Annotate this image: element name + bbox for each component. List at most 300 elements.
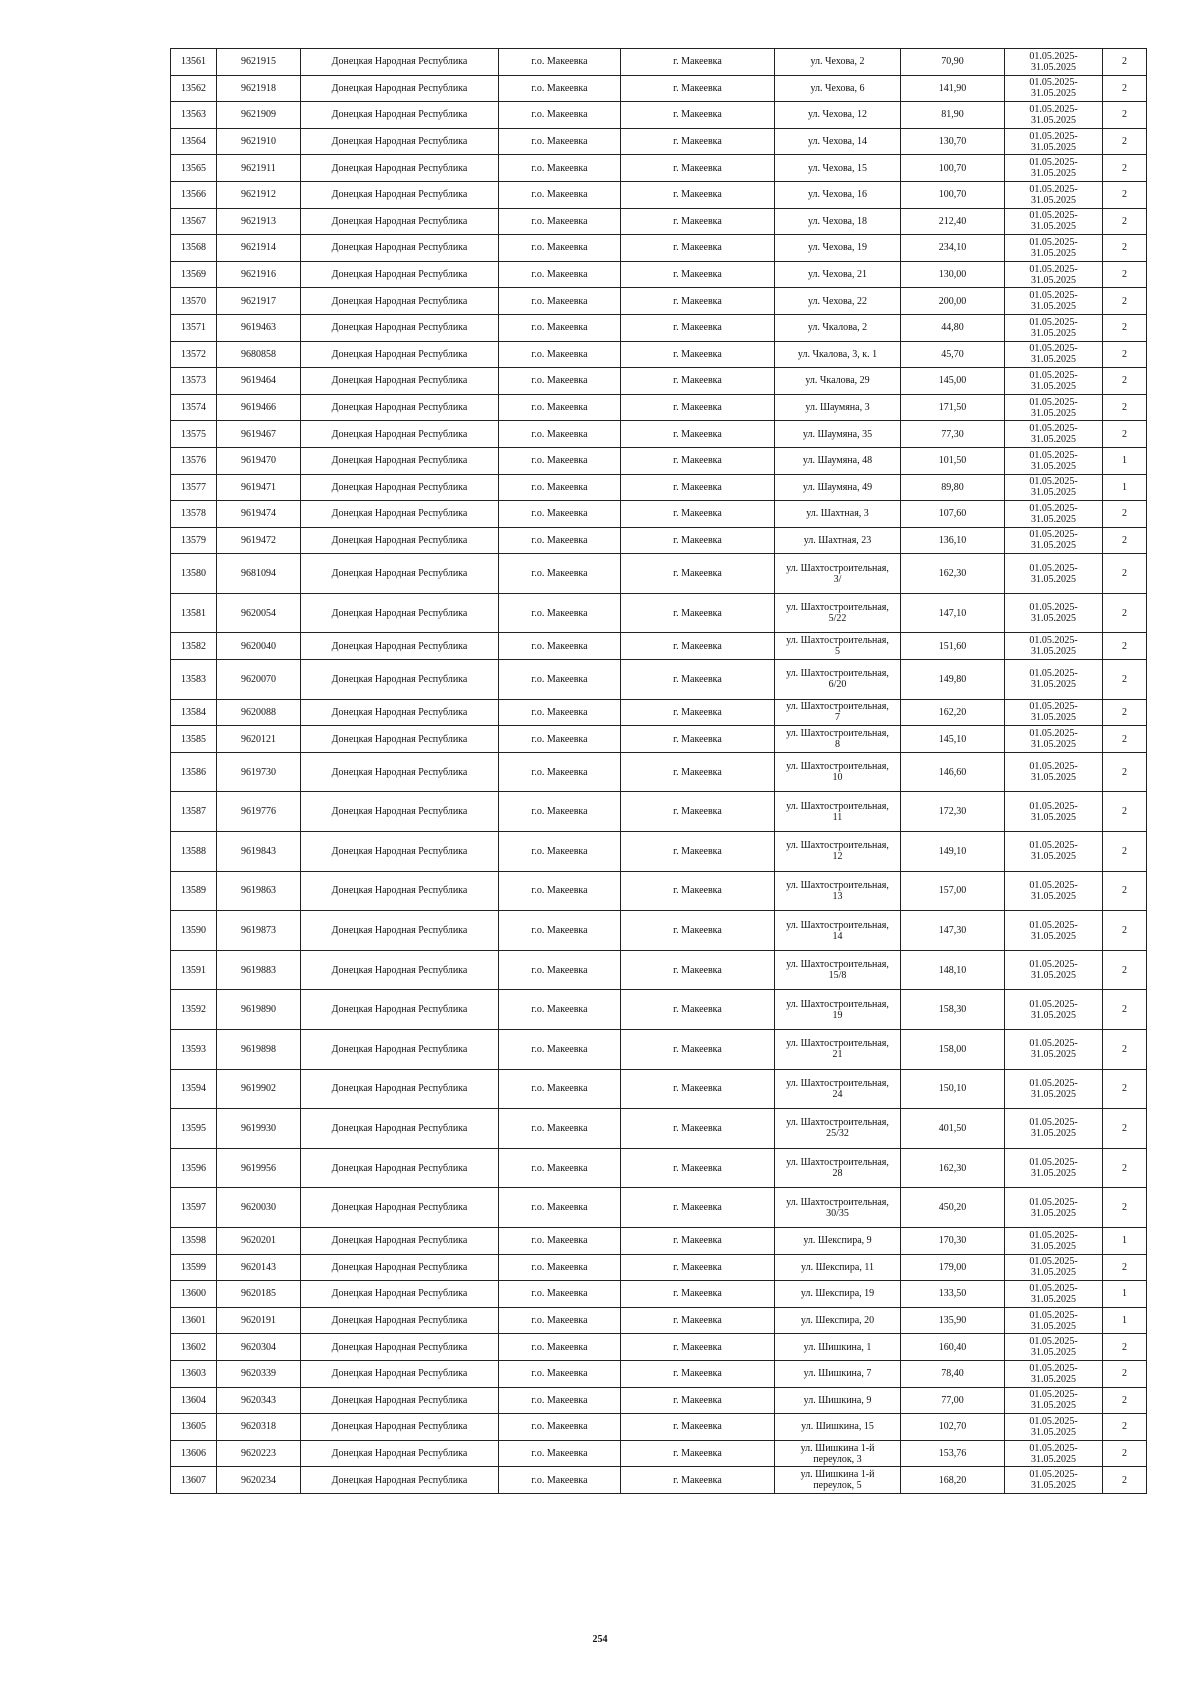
region-cell: Донецкая Народная Республика	[301, 752, 499, 792]
area-cell: 153,76	[901, 1440, 1005, 1467]
address-cell: ул. Чкалова, 3, к. 1	[775, 341, 901, 368]
count-cell: 1	[1103, 474, 1147, 501]
district-cell: г.о. Макеевка	[499, 102, 621, 129]
table-row	[171, 1467, 1147, 1494]
object-code-cell: 9620040	[217, 633, 301, 660]
period-cell: 01.05.2025- 31.05.2025	[1005, 990, 1103, 1030]
period-cell: 01.05.2025- 31.05.2025	[1005, 950, 1103, 990]
count-cell: 2	[1103, 593, 1147, 633]
region-cell: Донецкая Народная Республика	[301, 341, 499, 368]
period-cell: 01.05.2025- 31.05.2025	[1005, 1069, 1103, 1109]
table-row	[171, 235, 1147, 262]
count-cell: 2	[1103, 181, 1147, 208]
object-code-cell: 9620054	[217, 593, 301, 633]
object-code-cell: 9621918	[217, 75, 301, 102]
row-number-cell: 13580	[171, 554, 217, 594]
table-row	[171, 950, 1147, 990]
city-cell: г. Макеевка	[621, 1030, 775, 1070]
row-number-cell: 13588	[171, 832, 217, 872]
row-number-cell: 13595	[171, 1109, 217, 1149]
row-number-cell: 13568	[171, 235, 217, 262]
region-cell: Донецкая Народная Республика	[301, 261, 499, 288]
table-row	[171, 1334, 1147, 1361]
table-row	[171, 1281, 1147, 1308]
row-number-cell: 13569	[171, 261, 217, 288]
period-cell: 01.05.2025- 31.05.2025	[1005, 699, 1103, 726]
row-number-cell: 13607	[171, 1467, 217, 1494]
district-cell: г.о. Макеевка	[499, 288, 621, 315]
row-number-cell: 13573	[171, 368, 217, 395]
region-cell: Донецкая Народная Республика	[301, 1069, 499, 1109]
address-cell: ул. Чехова, 12	[775, 102, 901, 129]
table-row	[171, 261, 1147, 288]
object-code-cell: 9620088	[217, 699, 301, 726]
table-row	[171, 181, 1147, 208]
address-cell: ул. Шахтостроительная, 5/22	[775, 593, 901, 633]
city-cell: г. Макеевка	[621, 288, 775, 315]
row-number-cell: 13564	[171, 128, 217, 155]
city-cell: г. Макеевка	[621, 871, 775, 911]
area-cell: 162,30	[901, 1148, 1005, 1188]
address-cell: ул. Шишкина, 9	[775, 1387, 901, 1414]
table-row	[171, 341, 1147, 368]
count-cell: 2	[1103, 1148, 1147, 1188]
address-cell: ул. Шишкина, 15	[775, 1414, 901, 1441]
row-number-cell: 13601	[171, 1307, 217, 1334]
period-cell: 01.05.2025- 31.05.2025	[1005, 1387, 1103, 1414]
area-cell: 157,00	[901, 871, 1005, 911]
period-cell: 01.05.2025- 31.05.2025	[1005, 911, 1103, 951]
count-cell: 2	[1103, 421, 1147, 448]
region-cell: Донецкая Народная Республика	[301, 792, 499, 832]
object-code-cell: 9621914	[217, 235, 301, 262]
area-cell: 149,10	[901, 832, 1005, 872]
address-cell: ул. Шаумяна, 49	[775, 474, 901, 501]
count-cell: 1	[1103, 1227, 1147, 1254]
district-cell: г.о. Макеевка	[499, 832, 621, 872]
area-cell: 149,80	[901, 660, 1005, 700]
period-cell: 01.05.2025- 31.05.2025	[1005, 1030, 1103, 1070]
city-cell: г. Макеевка	[621, 394, 775, 421]
address-cell: ул. Шишкина, 1	[775, 1334, 901, 1361]
period-cell: 01.05.2025- 31.05.2025	[1005, 181, 1103, 208]
object-code-cell: 9620343	[217, 1387, 301, 1414]
district-cell: г.о. Макеевка	[499, 368, 621, 395]
count-cell: 2	[1103, 1414, 1147, 1441]
table-row	[171, 501, 1147, 528]
object-code-cell: 9681094	[217, 554, 301, 594]
address-cell: ул. Шахтостроительная, 8	[775, 726, 901, 753]
row-number-cell: 13594	[171, 1069, 217, 1109]
period-cell: 01.05.2025- 31.05.2025	[1005, 527, 1103, 554]
period-cell: 01.05.2025- 31.05.2025	[1005, 102, 1103, 129]
period-cell: 01.05.2025- 31.05.2025	[1005, 1334, 1103, 1361]
city-cell: г. Макеевка	[621, 660, 775, 700]
address-cell: ул. Шахтостроительная, 19	[775, 990, 901, 1030]
table-row	[171, 726, 1147, 753]
area-cell: 172,30	[901, 792, 1005, 832]
district-cell: г.о. Макеевка	[499, 1030, 621, 1070]
area-cell: 45,70	[901, 341, 1005, 368]
count-cell: 2	[1103, 49, 1147, 76]
count-cell: 2	[1103, 261, 1147, 288]
object-code-cell: 9621917	[217, 288, 301, 315]
row-number-cell: 13605	[171, 1414, 217, 1441]
object-code-cell: 9621911	[217, 155, 301, 182]
district-cell: г.о. Макеевка	[499, 1334, 621, 1361]
address-cell: ул. Шишкина, 7	[775, 1360, 901, 1387]
area-cell: 81,90	[901, 102, 1005, 129]
area-cell: 141,90	[901, 75, 1005, 102]
region-cell: Донецкая Народная Республика	[301, 871, 499, 911]
row-number-cell: 13582	[171, 633, 217, 660]
table-row	[171, 1148, 1147, 1188]
region-cell: Донецкая Народная Республика	[301, 1281, 499, 1308]
city-cell: г. Макеевка	[621, 527, 775, 554]
object-code-cell: 9619472	[217, 527, 301, 554]
row-number-cell: 13590	[171, 911, 217, 951]
table-row	[171, 699, 1147, 726]
count-cell: 1	[1103, 447, 1147, 474]
row-number-cell: 13596	[171, 1148, 217, 1188]
address-cell: ул. Шахтостроительная, 10	[775, 752, 901, 792]
area-cell: 145,10	[901, 726, 1005, 753]
period-cell: 01.05.2025- 31.05.2025	[1005, 792, 1103, 832]
address-cell: ул. Шахтостроительная, 21	[775, 1030, 901, 1070]
count-cell: 2	[1103, 314, 1147, 341]
period-cell: 01.05.2025- 31.05.2025	[1005, 235, 1103, 262]
object-code-cell: 9619883	[217, 950, 301, 990]
count-cell: 2	[1103, 341, 1147, 368]
row-number-cell: 13576	[171, 447, 217, 474]
period-cell: 01.05.2025- 31.05.2025	[1005, 1227, 1103, 1254]
count-cell: 2	[1103, 75, 1147, 102]
address-cell: ул. Чехова, 19	[775, 235, 901, 262]
district-cell: г.о. Макеевка	[499, 726, 621, 753]
address-cell: ул. Шахтостроительная, 30/35	[775, 1188, 901, 1228]
row-number-cell: 13565	[171, 155, 217, 182]
table-row	[171, 792, 1147, 832]
period-cell: 01.05.2025- 31.05.2025	[1005, 368, 1103, 395]
period-cell: 01.05.2025- 31.05.2025	[1005, 593, 1103, 633]
count-cell: 2	[1103, 792, 1147, 832]
count-cell: 2	[1103, 752, 1147, 792]
district-cell: г.о. Макеевка	[499, 341, 621, 368]
area-cell: 212,40	[901, 208, 1005, 235]
city-cell: г. Макеевка	[621, 49, 775, 76]
count-cell: 2	[1103, 871, 1147, 911]
period-cell: 01.05.2025- 31.05.2025	[1005, 554, 1103, 594]
city-cell: г. Макеевка	[621, 155, 775, 182]
count-cell: 2	[1103, 1440, 1147, 1467]
table-row	[171, 660, 1147, 700]
address-cell: ул. Шахтостроительная, 24	[775, 1069, 901, 1109]
region-cell: Донецкая Народная Республика	[301, 235, 499, 262]
count-cell: 2	[1103, 394, 1147, 421]
table-row	[171, 554, 1147, 594]
district-cell: г.о. Макеевка	[499, 447, 621, 474]
address-cell: ул. Шахтостроительная, 6/20	[775, 660, 901, 700]
row-number-cell: 13597	[171, 1188, 217, 1228]
address-cell: ул. Шаумяна, 48	[775, 447, 901, 474]
period-cell: 01.05.2025- 31.05.2025	[1005, 1307, 1103, 1334]
city-cell: г. Макеевка	[621, 1254, 775, 1281]
address-cell: ул. Шекспира, 9	[775, 1227, 901, 1254]
row-number-cell: 13562	[171, 75, 217, 102]
region-cell: Донецкая Народная Республика	[301, 990, 499, 1030]
page-number: 254	[592, 1634, 608, 1645]
city-cell: г. Макеевка	[621, 1440, 775, 1467]
table-row	[171, 527, 1147, 554]
district-cell: г.о. Макеевка	[499, 1440, 621, 1467]
city-cell: г. Макеевка	[621, 314, 775, 341]
address-cell: ул. Чехова, 21	[775, 261, 901, 288]
area-cell: 100,70	[901, 181, 1005, 208]
area-cell: 170,30	[901, 1227, 1005, 1254]
city-cell: г. Макеевка	[621, 102, 775, 129]
area-cell: 401,50	[901, 1109, 1005, 1149]
object-code-cell: 9619956	[217, 1148, 301, 1188]
row-number-cell: 13571	[171, 314, 217, 341]
region-cell: Донецкая Народная Республика	[301, 1254, 499, 1281]
district-cell: г.о. Макеевка	[499, 1227, 621, 1254]
object-code-cell: 9621915	[217, 49, 301, 76]
table-row	[171, 911, 1147, 951]
city-cell: г. Макеевка	[621, 1148, 775, 1188]
district-cell: г.о. Макеевка	[499, 660, 621, 700]
table-row	[171, 75, 1147, 102]
city-cell: г. Макеевка	[621, 1109, 775, 1149]
period-cell: 01.05.2025- 31.05.2025	[1005, 1467, 1103, 1494]
count-cell: 2	[1103, 554, 1147, 594]
area-cell: 89,80	[901, 474, 1005, 501]
table-row	[171, 394, 1147, 421]
row-number-cell: 13602	[171, 1334, 217, 1361]
table-row	[171, 128, 1147, 155]
object-code-cell: 9619464	[217, 368, 301, 395]
row-number-cell: 13572	[171, 341, 217, 368]
city-cell: г. Макеевка	[621, 990, 775, 1030]
count-cell: 2	[1103, 990, 1147, 1030]
row-number-cell: 13585	[171, 726, 217, 753]
area-cell: 135,90	[901, 1307, 1005, 1334]
address-cell: ул. Шахтостроительная, 15/8	[775, 950, 901, 990]
area-cell: 78,40	[901, 1360, 1005, 1387]
district-cell: г.о. Макеевка	[499, 699, 621, 726]
address-cell: ул. Чехова, 2	[775, 49, 901, 76]
area-cell: 200,00	[901, 288, 1005, 315]
object-code-cell: 9620234	[217, 1467, 301, 1494]
district-cell: г.о. Макеевка	[499, 474, 621, 501]
row-number-cell: 13591	[171, 950, 217, 990]
area-cell: 102,70	[901, 1414, 1005, 1441]
object-code-cell: 9619467	[217, 421, 301, 448]
object-code-cell: 9619890	[217, 990, 301, 1030]
row-number-cell: 13575	[171, 421, 217, 448]
table-row	[171, 1188, 1147, 1228]
district-cell: г.о. Макеевка	[499, 1281, 621, 1308]
count-cell: 2	[1103, 1109, 1147, 1149]
area-cell: 150,10	[901, 1069, 1005, 1109]
period-cell: 01.05.2025- 31.05.2025	[1005, 660, 1103, 700]
region-cell: Донецкая Народная Республика	[301, 102, 499, 129]
period-cell: 01.05.2025- 31.05.2025	[1005, 1440, 1103, 1467]
table-row	[171, 1387, 1147, 1414]
district-cell: г.о. Макеевка	[499, 1414, 621, 1441]
object-code-cell: 9621916	[217, 261, 301, 288]
city-cell: г. Макеевка	[621, 474, 775, 501]
region-cell: Донецкая Народная Республика	[301, 394, 499, 421]
district-cell: г.о. Макеевка	[499, 554, 621, 594]
count-cell: 2	[1103, 501, 1147, 528]
table-row	[171, 1414, 1147, 1441]
object-code-cell: 9621913	[217, 208, 301, 235]
area-cell: 146,60	[901, 752, 1005, 792]
count-cell: 2	[1103, 235, 1147, 262]
row-number-cell: 13606	[171, 1440, 217, 1467]
count-cell: 2	[1103, 699, 1147, 726]
address-cell: ул. Чехова, 22	[775, 288, 901, 315]
area-cell: 130,70	[901, 128, 1005, 155]
address-cell: ул. Шахтная, 23	[775, 527, 901, 554]
period-cell: 01.05.2025- 31.05.2025	[1005, 1414, 1103, 1441]
city-cell: г. Макеевка	[621, 501, 775, 528]
region-cell: Донецкая Народная Республика	[301, 181, 499, 208]
period-cell: 01.05.2025- 31.05.2025	[1005, 871, 1103, 911]
district-cell: г.о. Макеевка	[499, 1109, 621, 1149]
row-number-cell: 13593	[171, 1030, 217, 1070]
city-cell: г. Макеевка	[621, 554, 775, 594]
region-cell: Донецкая Народная Республика	[301, 49, 499, 76]
district-cell: г.о. Макеевка	[499, 1148, 621, 1188]
table-row	[171, 1254, 1147, 1281]
area-cell: 147,10	[901, 593, 1005, 633]
period-cell: 01.05.2025- 31.05.2025	[1005, 832, 1103, 872]
period-cell: 01.05.2025- 31.05.2025	[1005, 1148, 1103, 1188]
address-cell: ул. Шекспира, 11	[775, 1254, 901, 1281]
city-cell: г. Макеевка	[621, 447, 775, 474]
object-code-cell: 9619466	[217, 394, 301, 421]
region-cell: Донецкая Народная Республика	[301, 1188, 499, 1228]
row-number-cell: 13603	[171, 1360, 217, 1387]
region-cell: Донецкая Народная Республика	[301, 1334, 499, 1361]
city-cell: г. Макеевка	[621, 792, 775, 832]
row-number-cell: 13592	[171, 990, 217, 1030]
area-cell: 179,00	[901, 1254, 1005, 1281]
table-row	[171, 421, 1147, 448]
district-cell: г.о. Макеевка	[499, 314, 621, 341]
count-cell: 2	[1103, 1334, 1147, 1361]
district-cell: г.о. Макеевка	[499, 128, 621, 155]
address-cell: ул. Шишкина 1-й переулок, 5	[775, 1467, 901, 1494]
area-cell: 145,00	[901, 368, 1005, 395]
city-cell: г. Макеевка	[621, 1227, 775, 1254]
address-cell: ул. Чехова, 16	[775, 181, 901, 208]
row-number-cell: 13578	[171, 501, 217, 528]
period-cell: 01.05.2025- 31.05.2025	[1005, 75, 1103, 102]
district-cell: г.о. Макеевка	[499, 1254, 621, 1281]
city-cell: г. Макеевка	[621, 75, 775, 102]
period-cell: 01.05.2025- 31.05.2025	[1005, 421, 1103, 448]
area-cell: 77,30	[901, 421, 1005, 448]
table-row	[171, 102, 1147, 129]
count-cell: 2	[1103, 527, 1147, 554]
table-row	[171, 368, 1147, 395]
table-row	[171, 1440, 1147, 1467]
area-cell: 148,10	[901, 950, 1005, 990]
period-cell: 01.05.2025- 31.05.2025	[1005, 1360, 1103, 1387]
object-code-cell: 9621910	[217, 128, 301, 155]
period-cell: 01.05.2025- 31.05.2025	[1005, 447, 1103, 474]
region-cell: Донецкая Народная Республика	[301, 368, 499, 395]
object-code-cell: 9620339	[217, 1360, 301, 1387]
address-cell: ул. Чехова, 15	[775, 155, 901, 182]
count-cell: 2	[1103, 1254, 1147, 1281]
object-code-cell: 9621912	[217, 181, 301, 208]
object-code-cell: 9619470	[217, 447, 301, 474]
count-cell: 2	[1103, 208, 1147, 235]
object-code-cell: 9620143	[217, 1254, 301, 1281]
region-cell: Донецкая Народная Республика	[301, 1109, 499, 1149]
period-cell: 01.05.2025- 31.05.2025	[1005, 633, 1103, 660]
district-cell: г.о. Макеевка	[499, 155, 621, 182]
table-row	[171, 1360, 1147, 1387]
period-cell: 01.05.2025- 31.05.2025	[1005, 314, 1103, 341]
table-row	[171, 314, 1147, 341]
count-cell: 1	[1103, 1281, 1147, 1308]
address-cell: ул. Шахтостроительная, 28	[775, 1148, 901, 1188]
row-number-cell: 13570	[171, 288, 217, 315]
table-row	[171, 1069, 1147, 1109]
period-cell: 01.05.2025- 31.05.2025	[1005, 1254, 1103, 1281]
period-cell: 01.05.2025- 31.05.2025	[1005, 208, 1103, 235]
area-cell: 136,10	[901, 527, 1005, 554]
city-cell: г. Макеевка	[621, 1414, 775, 1441]
row-number-cell: 13587	[171, 792, 217, 832]
district-cell: г.о. Макеевка	[499, 593, 621, 633]
period-cell: 01.05.2025- 31.05.2025	[1005, 726, 1103, 753]
table-row	[171, 633, 1147, 660]
district-cell: г.о. Макеевка	[499, 871, 621, 911]
region-cell: Донецкая Народная Республика	[301, 501, 499, 528]
table-row	[171, 155, 1147, 182]
object-code-cell: 9621909	[217, 102, 301, 129]
city-cell: г. Макеевка	[621, 235, 775, 262]
region-cell: Донецкая Народная Республика	[301, 554, 499, 594]
city-cell: г. Макеевка	[621, 1360, 775, 1387]
area-cell: 171,50	[901, 394, 1005, 421]
area-cell: 147,30	[901, 911, 1005, 951]
table-row	[171, 752, 1147, 792]
period-cell: 01.05.2025- 31.05.2025	[1005, 752, 1103, 792]
address-cell: ул. Шахтостроительная, 11	[775, 792, 901, 832]
region-cell: Донецкая Народная Республика	[301, 1360, 499, 1387]
city-cell: г. Макеевка	[621, 368, 775, 395]
table-row	[171, 447, 1147, 474]
registry-table	[170, 48, 1147, 1494]
object-code-cell: 9619463	[217, 314, 301, 341]
city-cell: г. Макеевка	[621, 950, 775, 990]
area-cell: 158,30	[901, 990, 1005, 1030]
region-cell: Донецкая Народная Республика	[301, 660, 499, 700]
object-code-cell: 9619730	[217, 752, 301, 792]
region-cell: Донецкая Народная Республика	[301, 1414, 499, 1441]
address-cell: ул. Чехова, 14	[775, 128, 901, 155]
row-number-cell: 13577	[171, 474, 217, 501]
count-cell: 2	[1103, 288, 1147, 315]
area-cell: 130,00	[901, 261, 1005, 288]
period-cell: 01.05.2025- 31.05.2025	[1005, 474, 1103, 501]
